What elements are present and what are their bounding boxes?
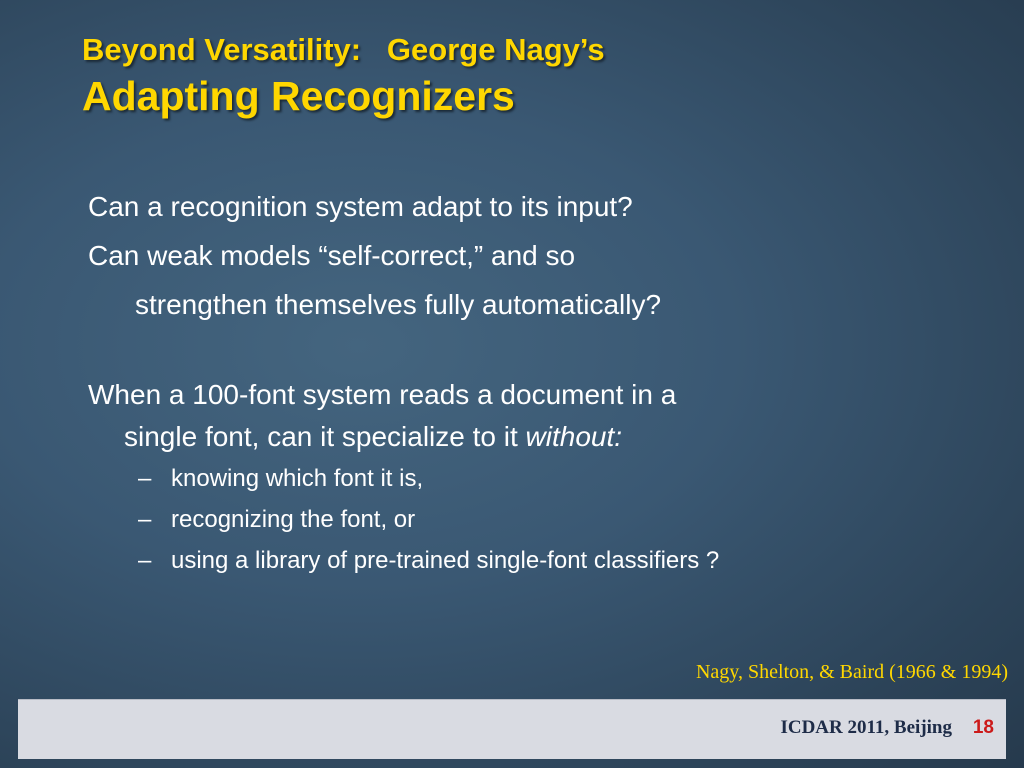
paragraph-question-1: Can a recognition system adapt to its input? bbox=[88, 191, 633, 222]
slide-title bbox=[82, 30, 605, 120]
page-number: 18 bbox=[972, 717, 994, 738]
paragraph-question-2-line-1: Can weak models “self-correct,” and so bbox=[88, 240, 576, 271]
dash-bullet-icon: – bbox=[138, 465, 152, 492]
bullet-text: using a library of pre-trained single-font classifiers ? bbox=[171, 547, 720, 574]
paragraph-question-3-line-1: When a 100-font system reads a document in a bbox=[88, 379, 677, 410]
title-line-2: Adapting Recognizers bbox=[82, 73, 515, 119]
paragraph-question-2-line-2: strengthen themselves fully automatically? bbox=[135, 289, 662, 320]
dash-bullet-icon: – bbox=[138, 506, 152, 533]
bullet-text: recognizing the font, or bbox=[171, 506, 416, 533]
title-line-1: Beyond Versatility: George Nagy’s bbox=[82, 32, 605, 67]
bullet-text: knowing which font it is, bbox=[171, 465, 424, 492]
paragraph-question-3-text: single font, can it specialize to it bbox=[124, 421, 526, 452]
citation: Nagy, Shelton, & Baird (1966 & 1994) bbox=[695, 661, 1008, 683]
paragraph-question-3-line-2 bbox=[124, 421, 622, 453]
footer-conference: ICDAR 2011, Beijing bbox=[780, 717, 952, 738]
paragraph-question-3-italic: without: bbox=[525, 421, 623, 452]
dash-bullet-icon: – bbox=[138, 547, 152, 574]
